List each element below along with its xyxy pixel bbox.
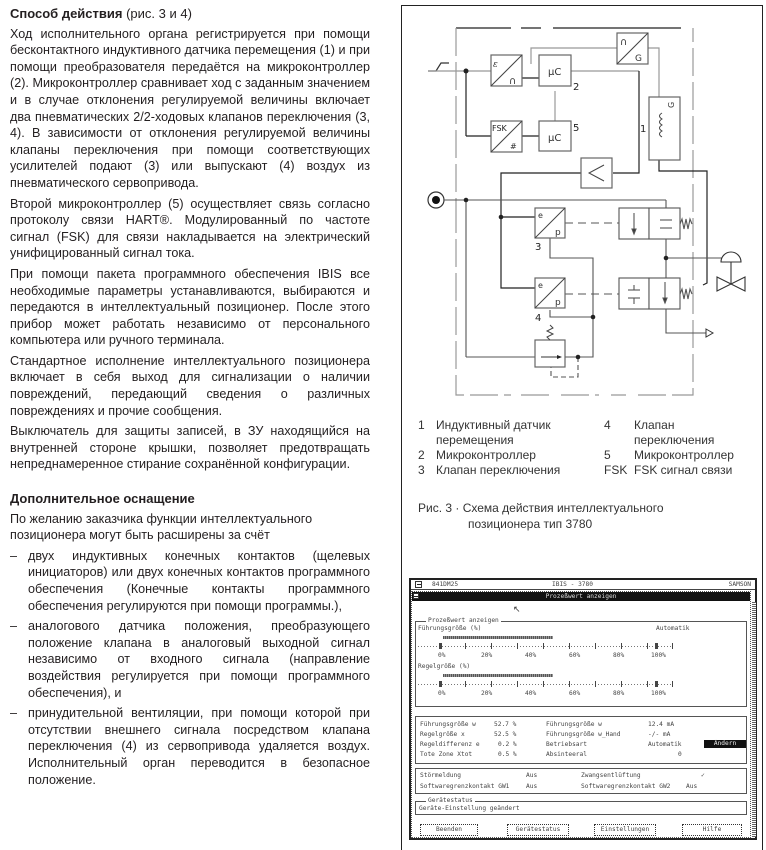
process-value-group: Prozeßwert anzeigen Führungsgröße (%) Automatik 0% 20% 40% 60% 80% 100% Regelgröße (%) 0% 20% 40% 60% 80% 100%	[415, 621, 747, 707]
label-epsilon: ε	[493, 60, 498, 70]
svg-text:#: #	[510, 142, 517, 151]
process-value-dialog	[411, 591, 751, 838]
legend-number: 1	[418, 418, 425, 432]
app-title: IBIS - 3780	[552, 581, 593, 588]
svg-text:e: e	[538, 211, 543, 220]
system-menu-icon[interactable]	[415, 581, 422, 588]
inductive-sensor-1	[640, 97, 680, 160]
svg-text:5: 5	[573, 123, 580, 134]
paragraph: По желанию заказчика функции интеллектуального позиционера могут быть расширены за счёт	[10, 511, 313, 543]
legend-text: Индуктивный датчик перемещения	[436, 418, 551, 447]
controlled-variable-scale	[418, 681, 673, 687]
svg-text:4: 4	[535, 313, 542, 324]
svg-text:1: 1	[640, 124, 647, 135]
app-titlebar: 841DM25 IBIS - 3780 SAMSON	[411, 580, 755, 590]
window-border-pattern	[752, 602, 756, 837]
dash-bullet-icon: –	[10, 619, 18, 634]
heading-figure-ref: (рис. 3 и 4)	[126, 6, 192, 21]
section-heading-options: Дополнительное оснащение	[10, 491, 195, 507]
svg-text:G: G	[635, 54, 642, 64]
scale-labels: 0% 20% 40% 60% 80% 100%	[438, 690, 666, 697]
switching-valve-3	[619, 208, 692, 239]
setpoint-scale	[418, 643, 673, 649]
scale-labels: 0% 20% 40% 60% 80% 100%	[438, 652, 666, 659]
microcontroller-5	[539, 121, 579, 151]
paragraph: Ход исполнительного органа регистрируется при помощи бесконтактного индуктивного датчика перемещения (1) и при помощи преобразователя передаётся на микроконтроллер (2). Микроконтроллер сравнивает ход с заданным значением и в случае отклонения регулируемой величины включает два пневматических 2/2-ходовых клапанов переключения (3, 4). В зависимости от отклонения регулируемой величины клапаны переключения при помощи соответствующих усилителей подают (3) или выпускают (4) воздух из пневматического сервопривода.	[10, 26, 370, 190]
article-text	[10, 6, 370, 792]
figure-legend	[418, 418, 758, 478]
paragraph: При помощи пакета программного обеспечения IBIS все необходимые параметры устанавливаются, выбираются и передаются в интеллектуальный позиционер. После этого прибор может работать независимо от персонального компьютера или ручного терминала.	[10, 266, 370, 348]
exhaust-icon	[706, 329, 713, 337]
converter-block	[491, 55, 522, 87]
change-button[interactable]: Ändern	[704, 740, 746, 748]
ibis-software-window	[409, 578, 757, 840]
legend-number: 2	[418, 448, 425, 462]
list-item: – двух индуктивных конечных контактов (щелевых инициаторов) или двух конечных контактов программного обеспечения (Конечные контакты программного обеспечения регулируются при помощи программы.),	[10, 548, 370, 613]
dash-bullet-icon: –	[10, 706, 18, 721]
values-group: Führungsgröße w 52.7 % Regelgröße x 52.5 % Regeldifferenz e 0.2 % Tote Zone Xtot 0.5 % Führungsgröße w 12.4 mA Führungsgröße w_Hand -/- mA Betriebsart Automatik Absinteeral 0 Ändern	[415, 716, 747, 764]
controlled-variable-bar	[443, 674, 553, 677]
list-item: – аналогового датчика положения, преобразующего положение клапана в аналоговый выходной сигнал независимо от входного сигнала (направление воздействия регулируется при помощи программного обеспечения), и	[10, 619, 370, 700]
dialog-titlebar: Prozeßwert anzeigen	[412, 592, 750, 601]
svg-text:e: e	[538, 281, 543, 290]
svg-text:µC: µC	[548, 133, 562, 144]
device-status-group: Gerätestatus Geräte-Einstellung geändert	[415, 801, 747, 815]
legend-text: FSK сигнал связи	[634, 463, 733, 477]
paragraph: Второй микроконтроллер (5) осуществляет связь согласно протоколу связи HART®. Модулированный по частоте сигнал (FSK) для связи накладывается на электрический унифицированный сигнал тока.	[10, 196, 370, 261]
svg-text:2: 2	[573, 82, 580, 93]
legend-text: Клапан переключения	[634, 418, 715, 447]
legend-number: 4	[604, 418, 611, 432]
legend-text: Микроконтроллер	[634, 448, 734, 462]
svg-text:p: p	[555, 298, 561, 308]
svg-text:∩: ∩	[509, 76, 517, 87]
demodulator-block	[617, 33, 648, 64]
svg-text:µC: µC	[548, 67, 562, 78]
svg-text:∩: ∩	[620, 37, 628, 48]
amplifier-block	[581, 158, 612, 188]
device-status-button[interactable]: Gerätestatus	[507, 824, 569, 836]
figure-caption: Рис. 3 · Схема действия интеллектуального позиционера тип 3780	[418, 501, 664, 531]
svg-text:FSK: FSK	[492, 124, 507, 133]
dialog-system-menu-icon[interactable]	[413, 593, 419, 599]
dash-bullet-icon: –	[10, 548, 18, 563]
quit-button[interactable]: Beenden	[420, 824, 478, 836]
settings-button[interactable]: Einstellungen	[594, 824, 656, 836]
pressure-regulator	[535, 325, 565, 367]
svg-text:p: p	[555, 228, 561, 238]
microcontroller-2	[539, 55, 579, 93]
svg-text:G: G	[667, 101, 676, 108]
paragraph: Выключатель для защиты записей, в ЗУ находящийся на внутренней стороне крышки, позволяет предотвращать непреднамеренное стирание сохранённой конфигурации.	[10, 424, 370, 472]
list-item: – принудительной вентиляции, при помощи которой при отсутствии внешнего сигнала посредством клапана переключения (4) из сервопривода удаляется воздух. Исполнительный орган переводится в безопасное положение.	[10, 706, 370, 787]
section-heading-operation: Способ действия (рис. 3 и 4)	[10, 6, 192, 21]
flags-group: Störmeldung Aus Zwangsentlüftung ✓ Softwaregrenzkontakt GW1 Aus Softwaregrenzkontakt GW2 Aus	[415, 768, 747, 794]
legend-number: 3	[418, 463, 425, 477]
setpoint-bar	[443, 636, 553, 639]
legend-number: 5	[604, 448, 611, 462]
paragraph: Стандартное исполнение интеллектуального позиционера включает в себя выход для сигнализации о наличии повреждений, передающий сведения о различных повреждениях и прочие сообщения.	[10, 353, 370, 418]
junction-dot	[464, 69, 469, 74]
mouse-pointer-icon: ↖	[513, 605, 521, 615]
legend-number: FSK	[604, 463, 628, 477]
fsk-modem-block	[491, 121, 522, 152]
options-list	[10, 548, 370, 788]
switching-valve-4	[619, 278, 692, 309]
positioner-schematic	[401, 5, 763, 405]
svg-text:3: 3	[535, 242, 542, 253]
legend-text: Клапан переключения	[436, 463, 561, 477]
help-button[interactable]: Hilfe	[682, 824, 742, 836]
air-supply-port	[428, 192, 444, 208]
mode-label: Automatik	[656, 625, 690, 632]
status-text: Geräte-Einstellung geändert	[419, 805, 520, 812]
legend-text: Микроконтроллер	[436, 448, 536, 462]
